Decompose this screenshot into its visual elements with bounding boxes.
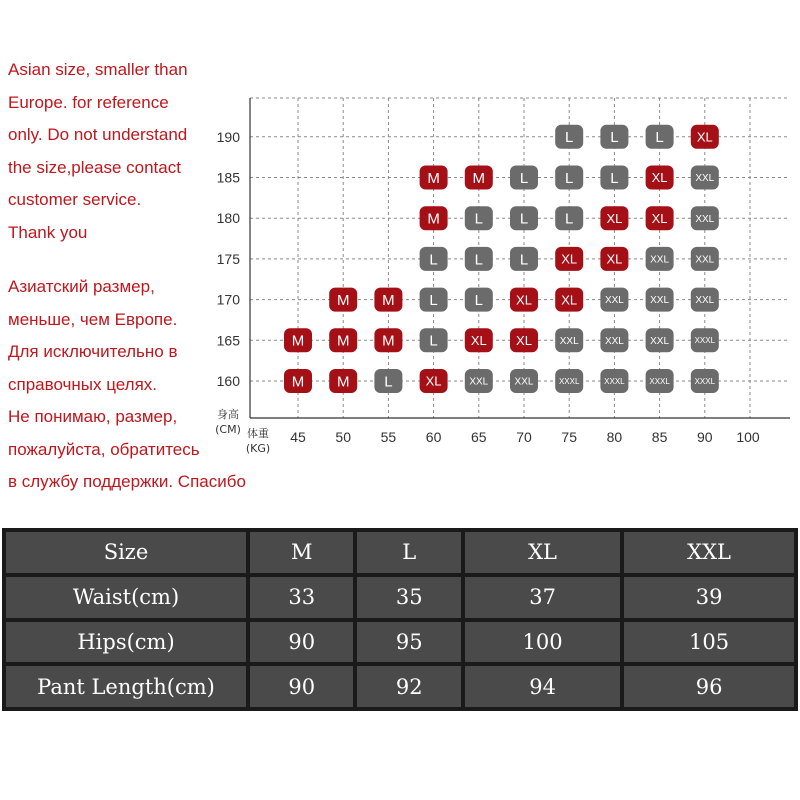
size-badge-label: L	[610, 129, 619, 147]
size-badge	[646, 328, 674, 352]
size-badge	[555, 206, 583, 230]
size-badge-label: XXL	[469, 376, 489, 388]
x-tick-label: 75	[561, 429, 577, 445]
size-badge	[555, 328, 583, 352]
y-axis-label: 身高	[217, 408, 239, 421]
size-badge	[420, 288, 448, 312]
table-cell: 105	[624, 622, 794, 663]
x-tick-label: 85	[651, 429, 668, 445]
table-cell: 95	[357, 622, 460, 663]
size-badge-label: XXL	[514, 376, 534, 388]
size-badge	[510, 247, 538, 271]
size-badge-label: XL	[425, 373, 442, 389]
table-cell: Waist(cm)	[6, 577, 246, 618]
size-badge	[510, 369, 538, 393]
x-tick-label: 80	[606, 429, 623, 445]
table-cell: 37	[465, 577, 620, 618]
note-line: Thank you	[8, 222, 88, 242]
table-cell: 39	[624, 577, 794, 618]
size-badge	[600, 166, 628, 190]
table-cell: 92	[357, 666, 460, 707]
size-badge	[691, 369, 719, 393]
note-line: в службу поддержки. Спасибо	[8, 472, 246, 491]
y-tick-label: 180	[216, 210, 240, 227]
size-badge-label: XL	[606, 251, 623, 267]
size-badge	[691, 206, 719, 230]
size-badge	[329, 328, 357, 352]
size-badge	[691, 328, 719, 352]
axes	[215, 98, 790, 455]
size-badge-label: XL	[696, 129, 713, 145]
x-tick-label: 45	[290, 429, 306, 445]
size-badge-label: XXL	[650, 295, 670, 307]
size-badge-label: L	[565, 169, 574, 187]
size-badge-label: XXL	[695, 213, 715, 225]
note-line: Europe. for reference	[8, 92, 169, 112]
size-badge	[646, 206, 674, 230]
size-badge	[510, 328, 538, 352]
table-header-cell: Size	[6, 532, 246, 573]
size-badge-label: L	[474, 251, 483, 269]
size-badge-label: XXL	[650, 335, 670, 347]
size-badge	[691, 166, 719, 190]
size-badge-label: XXXL	[694, 336, 716, 346]
size-badge	[646, 125, 674, 149]
x-tick-label: 100	[736, 429, 760, 445]
size-badge	[465, 166, 493, 190]
size-badge-label: M	[472, 169, 486, 187]
table-row	[6, 622, 794, 663]
size-badge	[691, 125, 719, 149]
note-line: меньше, чем Европе.	[8, 309, 178, 329]
size-badge	[555, 166, 583, 190]
size-badge-label: M	[427, 210, 440, 228]
size-badge	[374, 288, 402, 312]
x-tick-label: 65	[471, 429, 487, 445]
size-badge	[465, 247, 493, 271]
size-badge	[510, 166, 538, 190]
y-tick-label: 185	[216, 169, 240, 186]
size-badge-label: XL	[651, 210, 668, 226]
x-tick-label: 90	[697, 429, 713, 445]
size-badge	[646, 247, 674, 271]
size-badge-label: M	[427, 169, 440, 187]
size-badge-label: XXXL	[694, 376, 716, 386]
y-tick-label: 190	[216, 128, 240, 145]
x-axis-unit: (KG)	[245, 442, 271, 455]
size-badge	[555, 125, 583, 149]
table-cell: 35	[357, 577, 460, 618]
size-badge-label: L	[565, 129, 574, 147]
size-badge-label: XXXL	[649, 376, 670, 386]
table-header-row	[6, 532, 794, 573]
table-cell: 90	[250, 666, 353, 707]
size-badge-label: L	[519, 210, 529, 228]
size-badge	[329, 369, 357, 393]
table-row	[6, 666, 794, 707]
size-badge-label: XXL	[559, 335, 579, 347]
size-badge-label: XL	[606, 210, 623, 226]
size-badge-label: M	[336, 332, 350, 350]
note-line: Азиатский размер,	[8, 277, 155, 296]
table-cell: 90	[250, 622, 353, 663]
note-line: пожалуйста, обратитесь	[8, 439, 200, 459]
size-badge-label: XL	[516, 332, 532, 348]
x-tick-label: 50	[335, 429, 351, 445]
size-badge-label: XXXL	[558, 376, 580, 386]
size-badge-label: XL	[561, 251, 578, 267]
x-tick-label: 70	[516, 429, 532, 445]
note-line: customer service.	[8, 190, 142, 209]
table-header-cell: L	[357, 532, 460, 573]
size-badge	[646, 369, 674, 393]
table-cell: Hips(cm)	[6, 622, 246, 663]
note-line: Для исключительно в	[8, 342, 178, 361]
size-badge-label: L	[429, 332, 438, 350]
size-badge-label: XXL	[650, 254, 670, 266]
note-line: Asian size, smaller than	[8, 60, 188, 79]
y-tick-label: 165	[216, 332, 240, 349]
x-tick-label: 60	[425, 429, 442, 445]
size-table-grid	[2, 528, 798, 711]
size-badge-label: XXL	[695, 295, 715, 307]
size-badge	[374, 369, 402, 393]
size-badge	[510, 206, 538, 230]
size-badge	[691, 288, 719, 312]
size-badge	[600, 247, 628, 271]
y-tick-label: 160	[216, 373, 240, 389]
size-badge	[555, 247, 583, 271]
x-axis-label: 体重	[247, 427, 269, 440]
size-badge-label: XL	[470, 332, 487, 348]
size-badge-label: XXL	[695, 173, 715, 185]
size-badge-label: L	[429, 292, 438, 309]
size-badge-label: M	[382, 292, 395, 309]
size-badge	[420, 369, 448, 393]
size-badge-label: M	[291, 373, 305, 391]
table-row	[6, 577, 794, 618]
size-badge	[646, 166, 674, 190]
size-badge	[646, 288, 674, 312]
x-tick-label: 55	[380, 429, 397, 445]
size-badge	[600, 288, 628, 312]
size-badge	[284, 369, 312, 393]
size-badge-label: M	[336, 292, 350, 309]
size-badge-label: L	[519, 169, 529, 187]
size-badge-label: L	[384, 373, 393, 391]
table-header-cell: M	[250, 532, 353, 573]
size-badge	[600, 206, 628, 230]
size-badge	[465, 206, 493, 230]
size-badge	[691, 247, 719, 271]
size-badge-label: XXXL	[604, 376, 625, 386]
note-line: Не понимаю, размер,	[8, 407, 178, 426]
size-badge-label: L	[655, 129, 664, 147]
size-badge-label: XXL	[604, 335, 624, 347]
size-badge-label: XL	[651, 170, 668, 186]
table-header-cell: XL	[465, 532, 620, 573]
table-cell: 100	[465, 622, 620, 663]
size-badge-label: L	[474, 210, 483, 228]
size-badge	[420, 166, 448, 190]
size-badge-label: XXL	[695, 254, 715, 266]
size-badge	[284, 328, 312, 352]
size-badge	[329, 288, 357, 312]
size-badge	[374, 328, 402, 352]
size-badge	[465, 369, 493, 393]
table-header-cell: XXL	[624, 532, 794, 573]
size-badge-label: XL	[516, 292, 532, 308]
note-line: only. Do not understand	[8, 125, 188, 144]
size-badge	[555, 288, 583, 312]
size-badge	[420, 247, 448, 271]
size-badge-label: XXL	[604, 295, 624, 307]
table-cell: Pant Length(cm)	[6, 666, 246, 707]
size-badge-label: L	[429, 251, 438, 269]
table-cell: 96	[624, 666, 794, 707]
note-line: справочных целях.	[8, 374, 158, 394]
size-badge	[420, 328, 448, 352]
table-cell: 33	[250, 577, 353, 618]
size-badges	[284, 125, 719, 393]
size-badge-label: M	[291, 332, 305, 350]
size-badge-label: L	[519, 251, 529, 269]
size-badge-label: M	[382, 332, 395, 350]
size-badge	[420, 206, 448, 230]
y-tick-label: 175	[216, 250, 240, 267]
y-axis-unit: (CM)	[215, 423, 241, 436]
size-badge	[600, 125, 628, 149]
size-badge	[510, 288, 538, 312]
size-badge	[600, 369, 628, 393]
size-badge	[555, 369, 583, 393]
table-cell: 94	[465, 666, 620, 707]
size-badge-label: L	[474, 292, 483, 309]
size-table	[2, 528, 798, 711]
note-line: the size,please contact	[8, 157, 181, 177]
y-tick-label: 170	[216, 291, 240, 308]
size-badge	[465, 288, 493, 312]
size-badge-label: L	[610, 169, 619, 187]
size-badge-label: XL	[561, 292, 578, 308]
size-badge-label: M	[336, 373, 350, 391]
size-badge	[600, 328, 628, 352]
size-badge	[465, 328, 493, 352]
size-badge-label: L	[565, 210, 574, 228]
